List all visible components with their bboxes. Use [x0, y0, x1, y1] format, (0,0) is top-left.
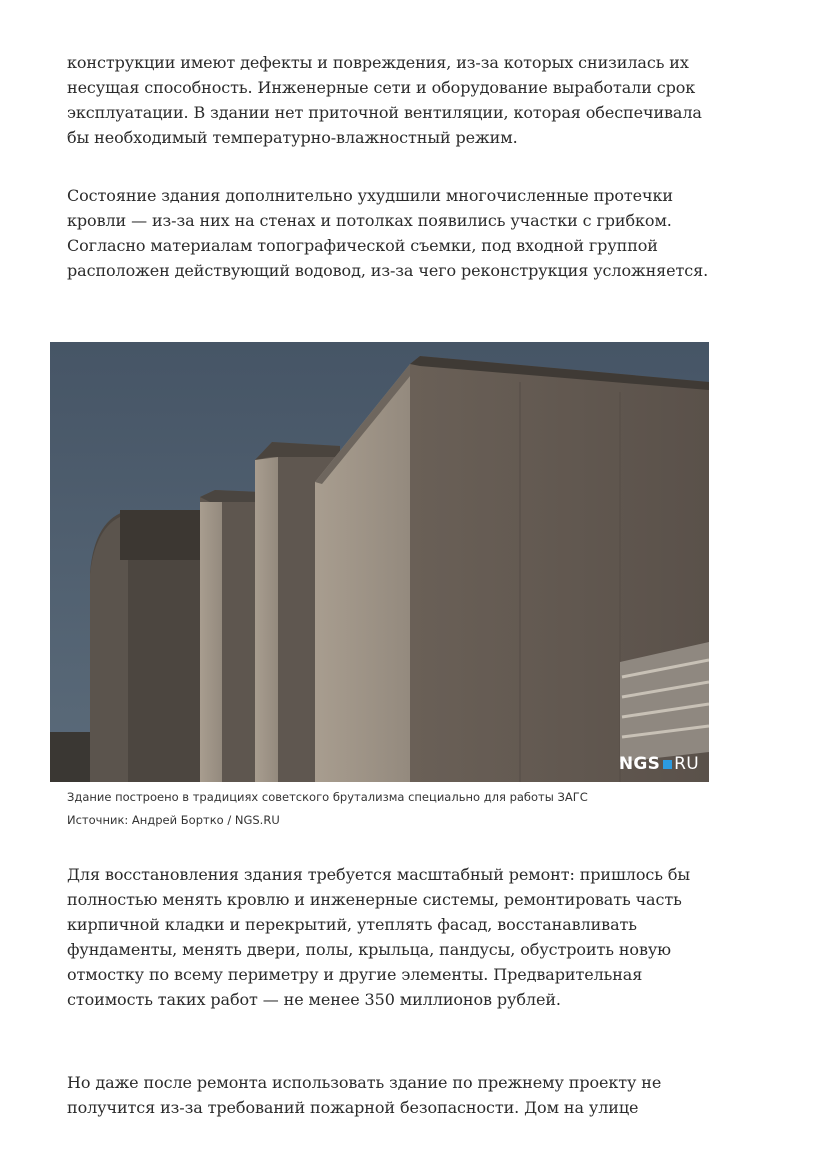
article-paragraph-4: Но даже после ремонта использовать здание по прежнему проекту не получится из-за требований пожарной безопасности. Дом на улице: [67, 1073, 662, 1117]
brutalist-building-image: [50, 342, 709, 782]
article-paragraph-2: Состояние здания дополнительно ухудшили многочисленные протечки кровли — из-за них на стенах и потолках появились участки с грибком. Согласно материалам топографической съемки, под входной группой расположен действующий водовод, из-за чего реконструкция усложняется.: [67, 186, 709, 280]
article-paragraph-3: Для восстановления здания требуется масштабный ремонт: пришлось бы полностью менять кровлю и инженерные системы, ремонтировать часть кирпичной кладки и перекрытий, утеплять фасад, восстанавливать фундаменты, менять двери, полы, крыльца, пандусы, обустроить новую отмостку по всему периметру и другие элементы. Предварительная стоимость таких работ — не менее 350 миллионов рублей.: [67, 865, 690, 1009]
photo-source: Источник: Андрей Бортко / NGS.RU: [67, 813, 280, 827]
ngs-watermark: [619, 754, 699, 774]
building-photo: [50, 342, 709, 782]
watermark-suffix: RU: [674, 754, 699, 774]
watermark-brand: NGS: [618, 754, 661, 774]
article-paragraph-1: конструкции имеют дефекты и повреждения, из-за которых снизилась их несущая способность. Инженерные сети и оборудование выработали срок эксплуатации. В здании нет приточной вентиляции, которая обеспечивала бы необходимый температурно-влажностный режим.: [67, 53, 702, 147]
watermark-square-icon: [663, 760, 672, 769]
photo-caption: Здание построено в традициях советского брутализма специально для работы ЗАГС: [67, 790, 588, 804]
